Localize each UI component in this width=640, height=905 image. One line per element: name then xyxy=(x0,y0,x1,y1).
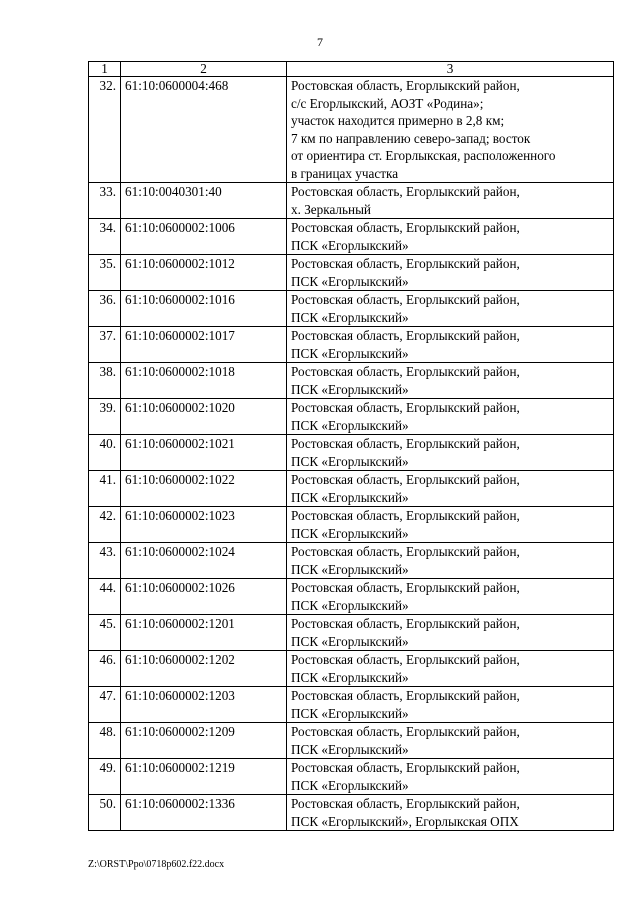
address-line: Ростовская область, Егорлыкский район, xyxy=(291,652,520,667)
address-line: ПСК «Егорлыкский» xyxy=(291,489,409,505)
cadastral-number: 61:10:0040301:40 xyxy=(121,183,287,219)
table-row xyxy=(89,507,614,543)
row-number: 49. xyxy=(89,759,121,795)
address-line: 7 км по направлению северо-запад; восток xyxy=(291,130,531,146)
table-row xyxy=(89,255,614,291)
cadastral-number: 61:10:0600002:1018 xyxy=(121,363,287,399)
address-cell xyxy=(287,579,614,615)
address-cell xyxy=(287,435,614,471)
address-line: ПСК «Егорлыкский» xyxy=(291,237,409,253)
cadastral-number: 61:10:0600002:1006 xyxy=(121,219,287,255)
address-cell xyxy=(287,651,614,687)
file-path-footer: Z:\ORST\Ppo\0718p602.f22.docx xyxy=(88,859,225,870)
row-number: 40. xyxy=(89,435,121,471)
cadastral-number: 61:10:0600002:1026 xyxy=(121,579,287,615)
address-cell xyxy=(287,363,614,399)
address-cell xyxy=(287,687,614,723)
address-line: Ростовская область, Егорлыкский район, xyxy=(291,328,520,343)
cadastral-number: 61:10:0600002:1020 xyxy=(121,399,287,435)
table-body xyxy=(89,77,614,831)
address-line: ПСК «Егорлыкский» xyxy=(291,597,409,613)
row-number: 43. xyxy=(89,543,121,579)
address-cell xyxy=(287,327,614,363)
row-number: 44. xyxy=(89,579,121,615)
address-line: Ростовская область, Егорлыкский район, xyxy=(291,760,520,775)
row-number: 34. xyxy=(89,219,121,255)
address-line: ПСК «Егорлыкский» xyxy=(291,525,409,541)
address-line: ПСК «Егорлыкский» xyxy=(291,561,409,577)
row-number: 38. xyxy=(89,363,121,399)
table-row xyxy=(89,795,614,831)
table-header-row xyxy=(89,62,614,77)
address-line: ПСК «Егорлыкский» xyxy=(291,309,409,325)
address-cell xyxy=(287,759,614,795)
address-line: с/с Егорлыкский, АОЗТ «Родина»; xyxy=(291,95,484,111)
address-line: Ростовская область, Егорлыкский район, xyxy=(291,184,520,199)
address-cell xyxy=(287,255,614,291)
table-row xyxy=(89,183,614,219)
address-line: Ростовская область, Егорлыкский район, xyxy=(291,256,520,271)
table-row xyxy=(89,327,614,363)
row-number: 37. xyxy=(89,327,121,363)
table-row xyxy=(89,363,614,399)
address-line: х. Зеркальный xyxy=(291,201,371,217)
row-number: 48. xyxy=(89,723,121,759)
table-row xyxy=(89,77,614,183)
address-line: ПСК «Егорлыкский» xyxy=(291,633,409,649)
cadastral-number: 61:10:0600002:1201 xyxy=(121,615,287,651)
address-line: ПСК «Егорлыкский», Егорлыкская ОПХ xyxy=(291,813,519,829)
row-number: 42. xyxy=(89,507,121,543)
address-cell xyxy=(287,507,614,543)
address-line: участок находится примерно в 2,8 км; xyxy=(291,113,505,128)
cadastral-number: 61:10:0600002:1016 xyxy=(121,291,287,327)
address-cell xyxy=(287,615,614,651)
cadastral-number: 61:10:0600002:1024 xyxy=(121,543,287,579)
table-row xyxy=(89,615,614,651)
column-header-number: 1 xyxy=(89,62,121,77)
address-cell xyxy=(287,471,614,507)
table-row xyxy=(89,471,614,507)
address-line: Ростовская область, Егорлыкский район, xyxy=(291,688,520,703)
cadastral-number: 61:10:0600002:1017 xyxy=(121,327,287,363)
page-number: 7 xyxy=(317,35,323,49)
cadastral-number: 61:10:0600002:1012 xyxy=(121,255,287,291)
address-line: ПСК «Егорлыкский» xyxy=(291,381,409,397)
address-line: ПСК «Егорлыкский» xyxy=(291,669,409,685)
table-row xyxy=(89,759,614,795)
row-number: 36. xyxy=(89,291,121,327)
address-cell xyxy=(287,291,614,327)
cadastral-number: 61:10:0600002:1021 xyxy=(121,435,287,471)
column-header-address: 3 xyxy=(287,62,614,77)
row-number: 32. xyxy=(89,77,121,183)
table-row xyxy=(89,435,614,471)
address-line: ПСК «Егорлыкский» xyxy=(291,345,409,361)
row-number: 41. xyxy=(89,471,121,507)
address-line: ПСК «Егорлыкский» xyxy=(291,741,409,757)
row-number: 33. xyxy=(89,183,121,219)
address-line: Ростовская область, Егорлыкский район, xyxy=(291,472,520,487)
address-line: Ростовская область, Егорлыкский район, xyxy=(291,436,520,451)
row-number: 35. xyxy=(89,255,121,291)
table-row xyxy=(89,543,614,579)
cadastral-number: 61:10:0600002:1203 xyxy=(121,687,287,723)
address-cell xyxy=(287,543,614,579)
table-row xyxy=(89,723,614,759)
table-row xyxy=(89,399,614,435)
address-line: Ростовская область, Егорлыкский район, xyxy=(291,364,520,379)
cadastral-number: 61:10:0600002:1202 xyxy=(121,651,287,687)
address-line: ПСК «Егорлыкский» xyxy=(291,273,409,289)
cadastral-number: 61:10:0600002:1209 xyxy=(121,723,287,759)
address-line: ПСК «Егорлыкский» xyxy=(291,417,409,433)
address-line: ПСК «Егорлыкский» xyxy=(291,453,409,469)
row-number: 39. xyxy=(89,399,121,435)
address-line: Ростовская область, Егорлыкский район, xyxy=(291,292,520,307)
address-cell xyxy=(287,183,614,219)
table-row xyxy=(89,219,614,255)
cadastral-number: 61:10:0600002:1022 xyxy=(121,471,287,507)
table-row xyxy=(89,687,614,723)
table-row xyxy=(89,651,614,687)
address-line: Ростовская область, Егорлыкский район, xyxy=(291,724,520,739)
address-line: Ростовская область, Егорлыкский район, xyxy=(291,508,520,523)
row-number: 46. xyxy=(89,651,121,687)
address-cell xyxy=(287,795,614,831)
column-header-cadastral: 2 xyxy=(121,62,287,77)
address-line: в границах участка xyxy=(291,165,399,181)
address-line: Ростовская область, Егорлыкский район, xyxy=(291,580,520,595)
table-row xyxy=(89,579,614,615)
cadastral-number: 61:10:0600004:468 xyxy=(121,77,287,183)
address-line: Ростовская область, Егорлыкский район, xyxy=(291,616,520,631)
address-line: Ростовская область, Егорлыкский район, xyxy=(291,220,520,235)
address-line: Ростовская область, Егорлыкский район, xyxy=(291,796,520,811)
address-cell xyxy=(287,219,614,255)
land-plots-table xyxy=(88,61,614,831)
row-number: 45. xyxy=(89,615,121,651)
cadastral-number: 61:10:0600002:1023 xyxy=(121,507,287,543)
cadastral-number: 61:10:0600002:1336 xyxy=(121,795,287,831)
row-number: 47. xyxy=(89,687,121,723)
address-cell xyxy=(287,723,614,759)
address-line: Ростовская область, Егорлыкский район, xyxy=(291,78,520,93)
address-cell xyxy=(287,77,614,183)
address-line: ПСК «Егорлыкский» xyxy=(291,705,409,721)
row-number: 50. xyxy=(89,795,121,831)
address-line: ПСК «Егорлыкский» xyxy=(291,777,409,793)
cadastral-number: 61:10:0600002:1219 xyxy=(121,759,287,795)
address-line: Ростовская область, Егорлыкский район, xyxy=(291,544,520,559)
table-row xyxy=(89,291,614,327)
address-line: Ростовская область, Егорлыкский район, xyxy=(291,400,520,415)
address-cell xyxy=(287,399,614,435)
address-line: от ориентира ст. Егорлыкская, расположенного xyxy=(291,148,556,163)
